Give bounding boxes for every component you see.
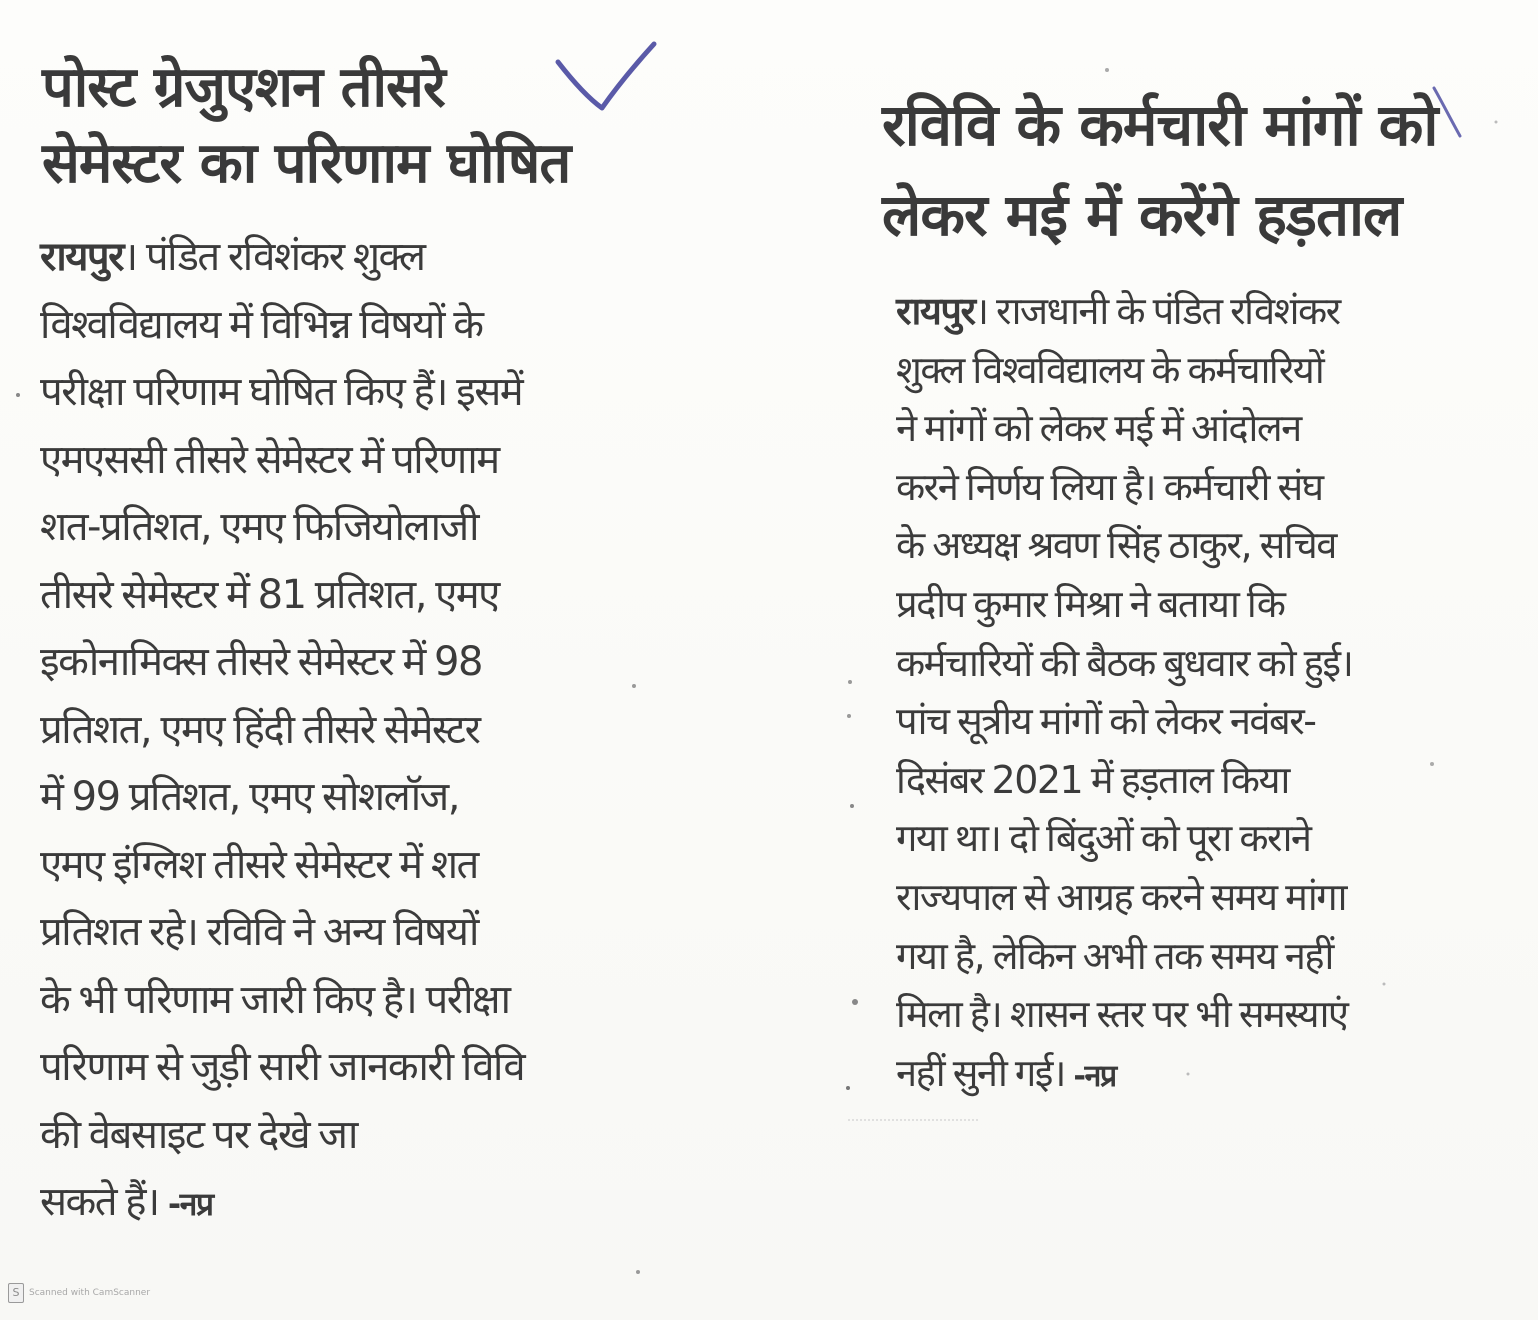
- left-byline: -नप्र: [167, 1185, 213, 1223]
- right-body: [870, 282, 1470, 1106]
- right-byline: -नप्र: [1073, 1058, 1116, 1094]
- pen-stroke-icon: [1430, 82, 1470, 142]
- left-body-line: में 99 प्रतिशत, एमए सोशलॉज,: [40, 774, 459, 820]
- right-last-line: नहीं सुनी गई।: [896, 1050, 1074, 1095]
- right-article: [870, 80, 1470, 1095]
- right-body-line: करने निर्णय लिया है। कर्मचारी संघ: [896, 464, 1323, 509]
- right-headline-line: लेकर मई में करेंगे हड़ताल: [882, 181, 1402, 249]
- left-body-line: की वेबसाइट पर देखे जा: [40, 1111, 357, 1158]
- faint-rule-icon: [848, 1112, 978, 1126]
- left-body-line: प्रतिशत, एमए हिंदी तीसरे सेमेस्टर: [40, 706, 480, 753]
- right-body-line: प्रदीप कुमार मिश्रा ने बताया कि: [896, 581, 1285, 626]
- right-body-line: के अध्यक्ष श्रवण सिंह ठाकुर, सचिव: [896, 523, 1336, 568]
- left-body-line: परीक्षा परिणाम घोषित किए हैं। इसमें: [40, 369, 523, 415]
- camscanner-logo-icon: S: [8, 1283, 24, 1303]
- right-body-line: गया था। दो बिंदुओं को पूरा कराने: [896, 816, 1311, 861]
- left-body-line: प्रतिशत रहे। रविवि ने अन्य विषयों: [40, 909, 478, 955]
- left-headline-line: पोस्ट ग्रेजुएशन तीसरे: [42, 55, 445, 120]
- right-body-line: शुक्ल विश्वविद्यालय के कर्मचारियों: [896, 347, 1324, 392]
- left-body-line: विश्वविद्यालय में विभिन्न विषयों के: [40, 301, 483, 348]
- right-body-line: मिला है। शासन स्तर पर भी समस्याएं: [896, 992, 1348, 1037]
- right-body-line: ने मांगों को लेकर मई में आंदोलन: [896, 406, 1301, 451]
- left-body-line: एमएससी तीसरे सेमेस्टर में परिणाम: [40, 436, 499, 483]
- right-body-line-first: [896, 282, 1470, 341]
- right-body-line: दिसंबर 2021 में हड़ताल किया: [896, 757, 1289, 802]
- left-body-line: परिणाम से जुड़ी सारी जानकारी विवि: [40, 1044, 525, 1090]
- left-body-line-last: [40, 1169, 645, 1239]
- left-body-line: तीसरे सेमेस्टर में 81 प्रतिशत, एमए: [40, 571, 499, 618]
- left-body: [30, 224, 645, 1239]
- left-place: रायपुर: [40, 234, 123, 280]
- scanner-watermark: [8, 1282, 150, 1304]
- right-body-line: राज्यपाल से आग्रह करने समय मांगा: [896, 874, 1346, 919]
- right-body-line: गया है, लेकिन अभी तक समय नहीं: [896, 933, 1333, 978]
- right-body-line: पांच सूत्रीय मांगों को लेकर नवंबर-: [896, 699, 1316, 744]
- scanner-watermark-text: Scanned with CamScanner: [29, 1288, 151, 1298]
- checkmark-icon: [550, 40, 660, 120]
- left-body-line: इकोनामिक्स तीसरे सेमेस्टर में 98: [40, 639, 482, 685]
- right-place: रायपुर: [896, 289, 975, 333]
- left-headline-line: सेमेस्टर का परिणाम घोषित: [42, 131, 571, 196]
- left-body-line-first: [40, 224, 645, 292]
- right-headline-line: रविवि के कर्मचारी मांगों को: [882, 91, 1438, 159]
- right-body-line: कर्मचारियों की बैठक बुधवार को हुई।: [896, 640, 1353, 685]
- right-body-line: । राजधानी के पंडित रविशंकर: [974, 289, 1340, 333]
- left-body-line: शत-प्रतिशत, एमए फिजियोलाजी: [40, 504, 478, 550]
- right-headline: [870, 80, 1470, 260]
- left-last-line: सकते हैं।: [40, 1179, 168, 1225]
- left-body-line: एमए इंग्लिश तीसरे सेमेस्टर में शत: [40, 841, 478, 888]
- left-article: [30, 50, 645, 1260]
- left-body-line: के भी परिणाम जारी किए है। परीक्षा: [40, 976, 510, 1023]
- left-body-line: । पंडित रविशंकर शुक्ल: [123, 234, 425, 280]
- right-body-line-last: [896, 1044, 1470, 1107]
